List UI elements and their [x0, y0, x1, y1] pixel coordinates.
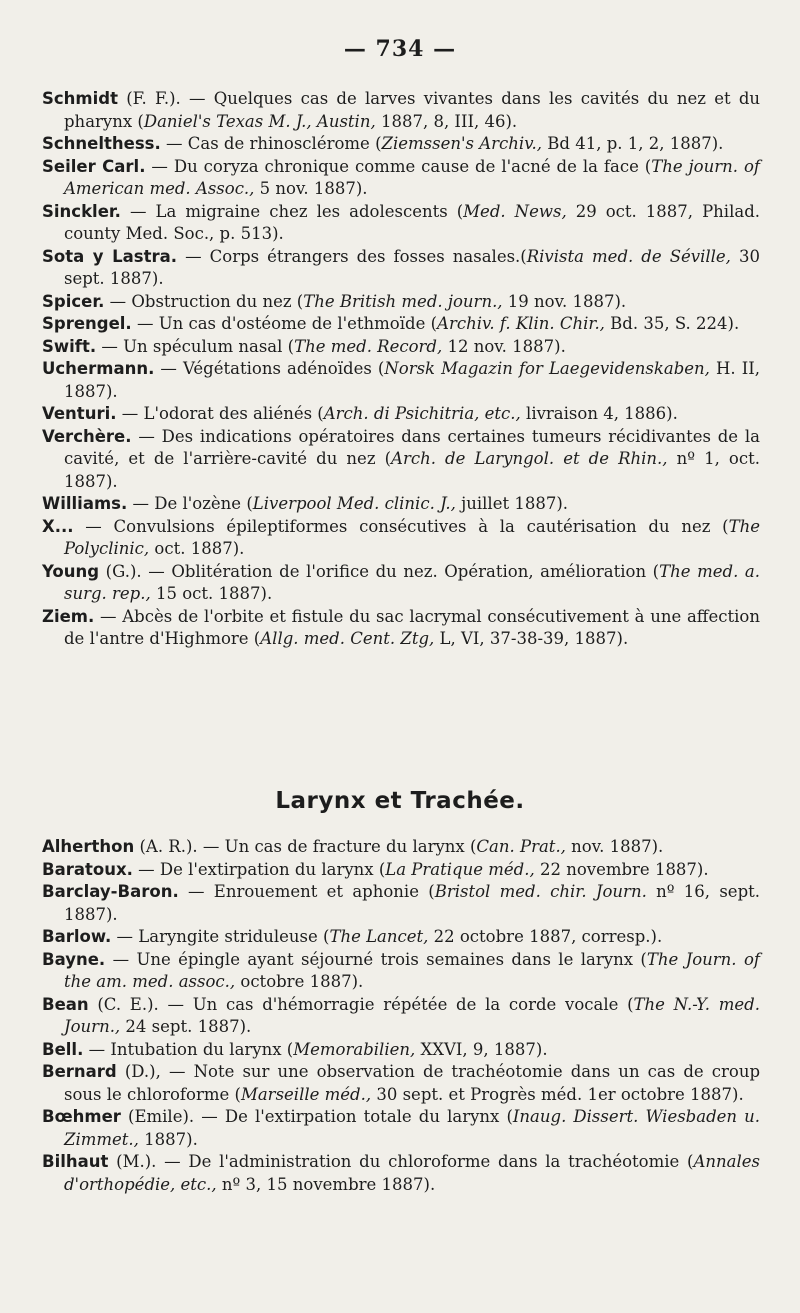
- bibliography-entry: [42, 561, 760, 606]
- entry-title: — Un spéculum nasal (: [96, 336, 295, 356]
- entry-author: Bean: [42, 994, 89, 1014]
- section-heading: Larynx et Trachée.: [275, 788, 525, 814]
- entry-title: — De l'extirpation totale du larynx (: [194, 1107, 513, 1126]
- entry-source: The med. a. surg. rep.,: [64, 561, 761, 603]
- bibliography-entry: [42, 1061, 760, 1106]
- bibliography-entry: [42, 246, 760, 291]
- entry-title: — Abcès de l'orbite et fistule du sac lacrymal consécutivement à une affection de l'antre d'Highmore (: [64, 606, 760, 648]
- larynx-bibliography-list: [42, 836, 760, 1196]
- entry-citation: livraison 4, 1886).: [520, 404, 678, 423]
- entry-author: Schnelthess.: [42, 134, 161, 153]
- entry-source: The Polyclinic,: [64, 516, 760, 558]
- bibliography-list: [42, 88, 760, 651]
- bibliography-entry: [42, 949, 760, 994]
- entry-author-initials: (C. E.).: [88, 994, 159, 1014]
- entry-citation: 24 sept. 1887).: [120, 1017, 252, 1036]
- entry-source: The Journ. of the am. med. assoc.,: [64, 949, 760, 991]
- entry-author: Baratoux.: [42, 859, 133, 879]
- bibliography-entry: [42, 201, 760, 246]
- bibliography-entry: [42, 291, 760, 314]
- entry-title: — Obstruction du nez (: [104, 291, 304, 311]
- entry-author: Uchermann.: [42, 359, 155, 378]
- bibliography-entry: [42, 606, 760, 651]
- bibliography-entry: [42, 156, 760, 201]
- bibliography-entry: [42, 836, 760, 859]
- bibliography-entry: [42, 493, 760, 516]
- entry-author: Schmidt: [42, 89, 118, 108]
- entry-citation: nº 3, 15 novembre 1887).: [216, 1174, 436, 1194]
- entry-title: — Des indications opératoires dans certaines tumeurs récidivantes de la cavité, et de l'arrière-cavité du nez (: [64, 426, 760, 468]
- bibliography-entry: [42, 133, 760, 156]
- entry-author: Williams.: [42, 494, 128, 513]
- entry-source: Rivista med. de Séville,: [526, 246, 731, 266]
- entry-citation: 30 sept. 1887).: [64, 246, 760, 288]
- entry-citation: nº 16, sept. 1887).: [64, 882, 761, 924]
- entry-source: Arch. de Laryngol. et de Rhin.,: [391, 449, 668, 468]
- entry-citation: 19 nov. 1887).: [502, 291, 627, 311]
- entry-title: — Un cas de fracture du larynx (: [197, 837, 477, 856]
- entry-source: Ziemssen's Archiv.,: [381, 134, 543, 153]
- entry-citation: 1887, 8, III, 46).: [375, 111, 518, 131]
- entry-title: — La migraine chez les adolescents (: [120, 201, 464, 221]
- bibliography-entry: [42, 994, 760, 1039]
- entry-author-initials: (F. F.).: [117, 89, 181, 108]
- entry-citation: Bd. 35, S. 224).: [604, 314, 740, 333]
- entry-source: Med. News,: [463, 201, 567, 221]
- entry-author: Bilhaut: [42, 1152, 109, 1171]
- entry-title: — Laryngite striduleuse (: [111, 927, 330, 946]
- entry-citation: 22 novembre 1887).: [534, 859, 709, 879]
- entry-title: — L'odorat des aliénés (: [116, 404, 324, 423]
- entry-title: — Une épingle ayant séjourné trois semaines dans le larynx (: [105, 949, 647, 969]
- entry-source: The Lancet,: [329, 927, 429, 946]
- entry-title: — Un cas d'hémorragie répétée de la corde vocale (: [158, 994, 634, 1014]
- entry-source: Allg. med. Cent. Ztg,: [260, 629, 435, 648]
- entry-citation: 22 octobre 1887, corresp.).: [428, 927, 663, 946]
- entry-source: Liverpool Med. clinic. J.,: [252, 494, 456, 513]
- entry-source: Daniel's Texas M. J., Austin,: [143, 111, 376, 131]
- entry-source: Archiv. f. Klin. Chir.,: [437, 314, 605, 333]
- entry-source: The journ. of American med. Assoc.,: [64, 156, 760, 198]
- entry-author-initials: (Emile).: [120, 1107, 195, 1126]
- entry-author-initials: (G.).: [99, 561, 142, 581]
- entry-author: Ziem.: [42, 606, 95, 626]
- entry-author: Alherthon: [42, 837, 135, 856]
- bibliography-entry: [42, 88, 760, 133]
- entry-citation: 29 oct. 1887, Philad. county Med. Soc., p. 513).: [64, 201, 760, 243]
- entry-citation: oct. 1887).: [149, 539, 245, 558]
- entry-title: — Végétations adénoïdes (: [154, 359, 385, 378]
- entry-citation: 1887).: [138, 1129, 198, 1149]
- entry-author: Verchère.: [42, 426, 132, 446]
- bibliography-entry: [42, 1151, 760, 1196]
- bibliography-entry: [42, 881, 760, 926]
- bibliography-entry: [42, 313, 760, 336]
- entry-citation: L, VI, 37-38-39, 1887).: [434, 629, 629, 648]
- bibliography-entry: [42, 926, 760, 949]
- entry-source: Inaug. Dissert. Wiesbaden u. Zimmet.,: [64, 1107, 761, 1149]
- entry-citation: XXVI, 9, 1887).: [415, 1039, 548, 1059]
- entry-author: Barclay-Baron.: [42, 882, 179, 901]
- entry-title: — Un cas d'ostéome de l'ethmoïde (: [131, 314, 438, 333]
- entry-author: Young: [42, 561, 100, 581]
- entry-title: — De l'ozène (: [127, 494, 253, 513]
- entry-source: Marseille méd.,: [240, 1084, 372, 1104]
- entry-citation: 12 nov. 1887).: [442, 336, 566, 356]
- entry-author: Bœhmer: [42, 1107, 121, 1126]
- entry-title: — Du coryza chronique comme cause de l'acné de la face (: [145, 156, 652, 176]
- entry-author-initials: (A. R.).: [134, 837, 198, 856]
- entry-title: — De l'extirpation du larynx (: [132, 859, 386, 879]
- entry-author: Sprengel.: [42, 314, 132, 333]
- entry-title: — Enrouement et aphonie (: [178, 882, 435, 901]
- entry-source: Annales d'orthopédie, etc.,: [64, 1152, 760, 1194]
- bibliography-entry: [42, 358, 760, 403]
- entry-author-initials: (M.).: [108, 1152, 157, 1171]
- entry-citation: juillet 1887).: [455, 494, 569, 513]
- entry-author-initials: (D.),: [116, 1062, 161, 1081]
- entry-author: Venturi.: [42, 404, 117, 423]
- entry-title: — De l'administration du chloroforme dans la trachéotomie (: [156, 1152, 694, 1171]
- bibliography-entry: [42, 336, 760, 359]
- entry-citation: H. II, 1887).: [64, 359, 761, 401]
- entry-author: Swift.: [42, 336, 97, 356]
- entry-title: — Oblitération de l'orifice du nez. Opération, amélioration (: [141, 561, 660, 581]
- entry-author: Bell.: [42, 1039, 84, 1059]
- entry-source: Memorabilien,: [293, 1039, 416, 1059]
- entry-citation: nº 1, oct. 1887).: [64, 449, 760, 491]
- entry-source: The N.-Y. med. Journ.,: [64, 994, 760, 1036]
- entry-title: — Corps étrangers des fosses nasales.(: [177, 246, 527, 266]
- entry-title: — Convulsions épileptiformes consécutives à la cautérisation du nez (: [73, 516, 729, 536]
- bibliography-entry: [42, 1039, 760, 1062]
- bibliography-entry: [42, 516, 760, 561]
- entry-citation: nov. 1887).: [565, 837, 664, 856]
- entry-source: Can. Prat.,: [476, 837, 566, 856]
- entry-source: The British med. journ.,: [303, 291, 503, 311]
- entry-author: X...: [42, 516, 74, 536]
- entry-source: The med. Record,: [294, 336, 443, 356]
- entry-citation: Bd 41, p. 1, 2, 1887).: [542, 134, 724, 153]
- entry-citation: 5 nov. 1887).: [254, 179, 368, 198]
- entry-author: Sinckler.: [42, 201, 121, 221]
- entry-source: Bristol med. chir. Journ.: [434, 882, 647, 901]
- entry-citation: 30 sept. et Progrès méd. 1er octobre 1887).: [371, 1084, 744, 1104]
- entry-title: — Quelques cas de larves vivantes dans les cavités du nez et du pharynx (: [64, 89, 761, 131]
- bibliography-entry: [42, 1106, 760, 1151]
- entry-title: — Intubation du larynx (: [83, 1039, 294, 1059]
- entry-source: Arch. di Psichitria, etc.,: [323, 404, 521, 423]
- bibliography-entry: [42, 859, 760, 882]
- bibliography-entry: [42, 403, 760, 426]
- bibliography-entry: [42, 426, 760, 494]
- entry-title: — Cas de rhinosclérome (: [160, 134, 382, 153]
- entry-author: Barlow.: [42, 927, 112, 946]
- entry-author: Bayne.: [42, 949, 106, 969]
- page-number: — 734 —: [343, 36, 457, 62]
- entry-citation: octobre 1887).: [235, 972, 364, 991]
- entry-source: La Pratique méd.,: [385, 859, 535, 879]
- entry-source: Norsk Magazin for Laegevidenskaben,: [384, 359, 710, 378]
- entry-author: Sota y Lastra.: [42, 246, 178, 266]
- entry-title: — Note sur une observation de trachéotomie dans un cas de croup sous le chloroforme (: [64, 1062, 761, 1104]
- entry-citation: 15 oct. 1887).: [150, 584, 273, 603]
- entry-author: Seiler Carl.: [42, 156, 146, 176]
- entry-author: Bernard: [42, 1062, 117, 1081]
- entry-author: Spicer.: [42, 291, 105, 311]
